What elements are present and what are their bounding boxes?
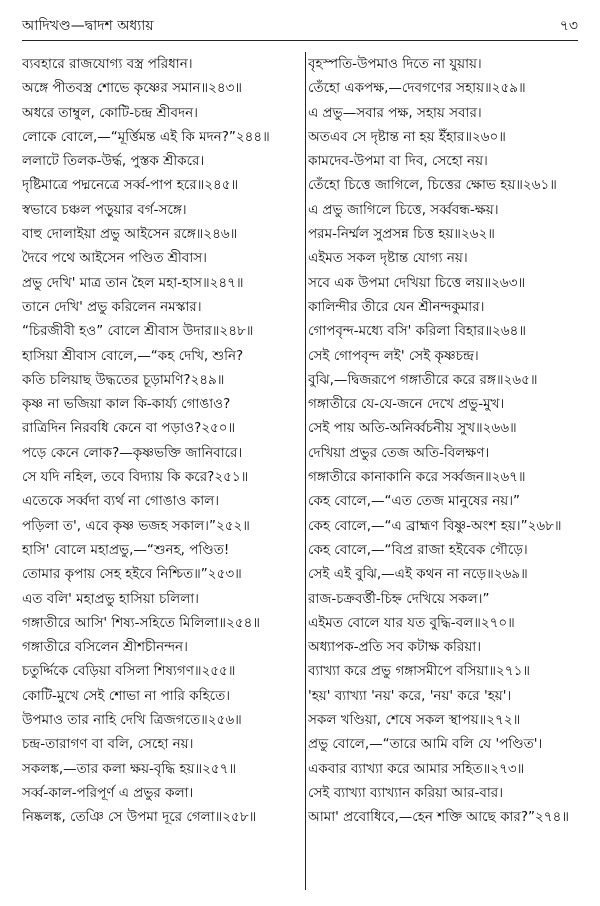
verse-line: প্রভু বোলে,—“তারে আমি বলি যে 'পণ্ডিত'। bbox=[308, 736, 543, 753]
verse-line: কামদেব-উপমা বা দিব, সেহো নয়। bbox=[308, 153, 488, 170]
verse-line: তানে দেখি' প্রভু করিলেন নমস্কার। bbox=[22, 298, 202, 315]
verse-line: পড়িলা ত', এবে কৃষ্ণ ভজহ সকাল।”২৫২॥ bbox=[22, 517, 250, 534]
verse-line: বৃহস্পতি-উপমাও দিতে না যুয়ায়। bbox=[308, 56, 482, 72]
left-column bbox=[22, 52, 300, 830]
verse-line: তোমার কৃপায় সেহ হইবে নিশ্চিত॥”২৫৩॥ bbox=[22, 566, 242, 583]
verse-line: ব্যবহারে রাজযোগ্য বস্ত্র পরিধান। bbox=[22, 56, 193, 72]
verse-line: এত বলি' মহাপ্রভু হাসিয়া চলিলা। bbox=[22, 590, 200, 607]
verse-line: চন্দ্র-তারাগণ বা বলি, সেহো নয়। bbox=[22, 736, 194, 753]
right-column bbox=[308, 52, 586, 830]
verse-line: এইমত বোলে যার যত বুদ্ধি-বল॥২৭০॥ bbox=[308, 614, 515, 631]
verse-line: উপমাও তার নাহি দেখি ত্রিজগতে॥২৫৬॥ bbox=[22, 712, 242, 729]
verse-line: একবার ব্যাখ্যা করে আমার সহিত॥২৭৩॥ bbox=[308, 760, 525, 777]
verse-line: অধরে তাম্বুল, কোটি-চন্দ্র শ্রীবদন। bbox=[22, 104, 198, 121]
verse-line: সেই গোপবৃন্দ লই' সেই কৃষ্ণচন্দ্র। bbox=[308, 347, 479, 364]
page-header bbox=[22, 8, 578, 38]
verse-line: সেই এই বুঝি,—এই কথন না নড়ে॥২৬৯॥ bbox=[308, 566, 528, 583]
verse-line: “চিরজীবী হও” বোলে শ্রীবাস উদার॥২৪৮॥ bbox=[22, 323, 254, 340]
header-rule bbox=[22, 40, 578, 41]
verse-line: গঙ্গাতীরে বসিলেন শ্রীশচীনন্দন। bbox=[22, 639, 188, 656]
verse-line: স্বভাবে চঞ্চল পড়ুয়ার বর্গ-সঙ্গে। bbox=[22, 201, 187, 218]
verse-line: কোটি-মুখে সেই শোভা না পারি কহিতে। bbox=[22, 687, 231, 704]
verse-line: দৃষ্টিমাত্রে পদ্মনেত্রে সর্ব্ব-পাপ হরে॥২৪৫॥ bbox=[22, 177, 239, 194]
verse-line: দেখিয়া প্রভুর তেজ অতি-বিলক্ষণ। bbox=[308, 444, 490, 461]
verse-line: রাজ-চক্রবর্ত্তী-চিহ্ন দেখিয়ে সকল।” bbox=[308, 590, 490, 607]
verse-line: অতএব সে দৃষ্টান্ত না হয় ইঁহার॥২৬০॥ bbox=[308, 128, 506, 145]
chapter-title: আদিখণ্ড—দ্বাদশ অধ্যায় bbox=[22, 18, 154, 34]
verse-line: গোপবৃন্দ-মধ্যে বসি' করিলা বিহার॥২৬৪॥ bbox=[308, 323, 527, 340]
verse-line: কৃষ্ণ না ভজিয়া কাল কি-কার্য্য গোঙাও? bbox=[22, 396, 231, 413]
verse-line: তেঁহো একপক্ষ,—দেবগণের সহায়॥২৫৯॥ bbox=[308, 80, 526, 97]
verse-line: সর্ব্ব-কাল-পরিপূর্ণ এ প্রভুর কলা। bbox=[22, 784, 194, 801]
verse-line: লোকে বোলে,—“মূর্ত্তিমন্ত এই কি মদন?”২৪৪॥ bbox=[22, 128, 270, 145]
verse-line: আমা' প্রবোধিবে,—হেন শক্তি আছে কার?”২৭৪॥ bbox=[308, 809, 569, 826]
column-divider bbox=[305, 52, 306, 890]
verse-line: সে যদি নহিল, তবে বিদ্যায় কি করে?২৫১॥ bbox=[22, 469, 249, 486]
verse-line: হাসিয়া শ্রীবাস বোলে,—“কহ দেখি, শুনি? bbox=[22, 347, 244, 364]
verse-line: সকল খণ্ডিয়া, শেষে সকল স্থাপয়॥২৭২॥ bbox=[308, 712, 521, 729]
verse-line: নিষ্কলঙ্ক, তেঞি সে উপমা দূরে গেলা॥২৫৮॥ bbox=[22, 809, 257, 826]
page-number: ৭৩ bbox=[559, 18, 578, 34]
verse-line: বুঝি,—দ্বিজরূপে গঙ্গাতীরে করে রঙ্গ॥২৬৫॥ bbox=[308, 371, 538, 388]
verse-line: ললাটে তিলক-উর্দ্ধ, পুস্তক শ্রীকরে। bbox=[22, 153, 205, 170]
verse-line: এতেকে সর্ব্বদা ব্যর্থ না গোঙাও কাল। bbox=[22, 493, 220, 510]
verse-line: হাসি' বোলে মহাপ্রভু,—“শুনহ, পণ্ডিত! bbox=[22, 541, 230, 558]
verse-line: অঙ্গে পীতবস্ত্র শোভে কৃষ্ণের সমান॥২৪৩॥ bbox=[22, 80, 243, 97]
verse-line: চতুর্দ্দিকে বেড়িয়া বসিলা শিষ্যগণ॥২৫৫॥ bbox=[22, 663, 236, 680]
verse-line: দৈবে পথে আইসেন পণ্ডিত শ্রীবাস। bbox=[22, 250, 207, 267]
verse-line: এইমত সকল দৃষ্টান্ত যোগ্য নয়। bbox=[308, 250, 468, 267]
verse-line: অধ্যাপক-প্রতি সব কটাক্ষ করিয়া। bbox=[308, 639, 482, 656]
verse-line: কালিন্দীর তীরে যেন শ্রীনন্দকুমার। bbox=[308, 298, 485, 315]
verse-line: রাত্রিদিন নিরবধি কেনে বা পড়াও?২৫০॥ bbox=[22, 420, 236, 437]
verse-line: প্রভু দেখি' মাত্র তান হৈল মহা-হাস॥২৪৭॥ bbox=[22, 274, 244, 291]
verse-line: গঙ্গাতীরে আসি' শিষ্য-সহিতে মিলিলা॥২৫৪॥ bbox=[22, 614, 261, 631]
verse-line: সবে এক উপমা দেখিয়া চিত্তে লয়॥২৬৩॥ bbox=[308, 274, 526, 291]
verse-line: পরম-নির্ম্মল সুপ্রসন্ন চিত্ত হয়॥২৬২॥ bbox=[308, 226, 495, 243]
verse-line: সেই পায় অতি-অনির্ব্বচনীয় সুখ॥২৬৬॥ bbox=[308, 420, 517, 437]
verse-line: কেহ বোলে,—“এত তেজ মানুষের নয়।” bbox=[308, 493, 521, 510]
verse-line: বাহু দোলাইয়া প্রভু আইসেন রঙ্গে॥২৪৬॥ bbox=[22, 226, 238, 243]
verse-line: গঙ্গাতীরে কানাকানি করে সর্ব্বজন॥২৬৭॥ bbox=[308, 469, 526, 486]
verse-line: কেহ বোলে,—“এ ব্রাহ্মণ বিষ্ণু-অংশ হয়।”২৬৮॥ bbox=[308, 517, 562, 534]
verse-columns bbox=[22, 52, 578, 892]
verse-line: সকলঙ্ক,—তার কলা ক্ষয়-বৃদ্ধি হয়॥২৫৭॥ bbox=[22, 760, 237, 777]
verse-line: এ প্রভু জাগিলে চিত্তে, সর্ব্ববন্ধ-ক্ষয়। bbox=[308, 201, 499, 218]
verse-line: 'হয়' ব্যাখ্যা 'নয়' করে, 'নয়' করে 'হয়'। bbox=[308, 687, 512, 704]
verse-line: এ প্রভু—সবার পক্ষ, সহায় সবার। bbox=[308, 104, 482, 121]
verse-line: কেহ বোলে,—“বিপ্র রাজা হইবেক গৌড়ে। bbox=[308, 541, 528, 558]
verse-line: কতি চলিয়াছ উদ্ধতের চূড়ামণি?২৪৯॥ bbox=[22, 371, 225, 388]
verse-line: পড়ে কেনে লোক?—কৃষ্ণভক্তি জানিবারে। bbox=[22, 444, 243, 461]
verse-line: ব্যাখ্যা করে প্রভু গঙ্গাসমীপে বসিয়া॥২৭১॥ bbox=[308, 663, 530, 680]
verse-line: গঙ্গাতীরে যে-যে-জনে দেখে প্রভু-মুখ। bbox=[308, 396, 505, 413]
verse-line: সেই ব্যাখ্যা ব্যাখ্যান করিয়া আর-বার। bbox=[308, 784, 504, 801]
verse-line: তেঁহো চিত্তে জাগিলে, চিত্তের ক্ষোভ হয়॥২৬১॥ bbox=[308, 177, 557, 194]
